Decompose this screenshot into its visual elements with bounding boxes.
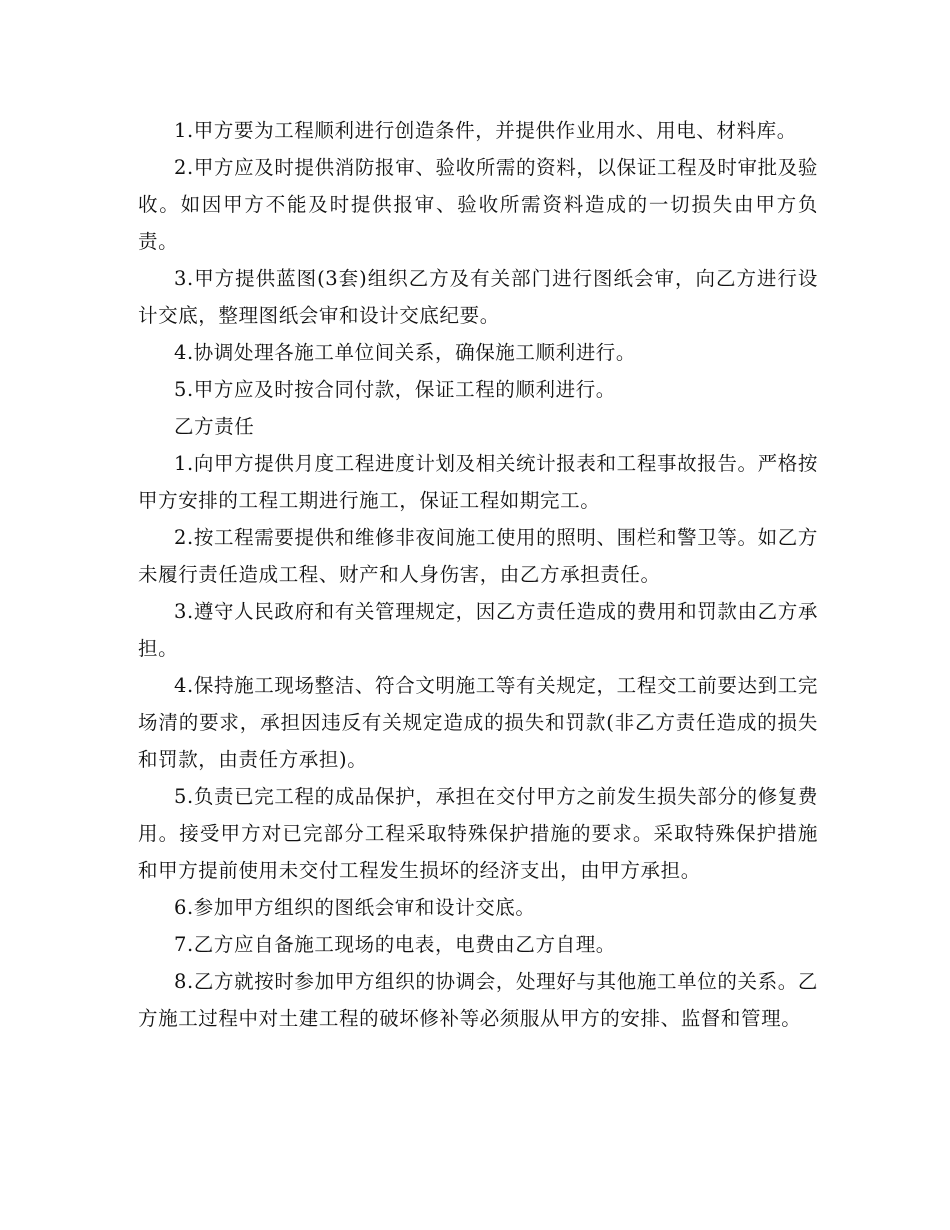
paragraph-party-b-8: 8.乙方就按时参加甲方组织的协调会，处理好与其他施工单位的关系。乙方施工过程中对土建工程的破坏修补等必须服从甲方的安排、监督和管理。 bbox=[138, 970, 818, 1030]
paragraph-party-b-6: 6.参加甲方组织的图纸会审和设计交底。 bbox=[174, 896, 536, 919]
paragraph-party-a-1: 1.甲方要为工程顺利进行创造条件，并提供作业用水、用电、材料库。 bbox=[174, 119, 797, 142]
paragraph-party-b-4: 4.保持施工现场整洁、符合文明施工等有关规定，工程交工前要达到工完场清的要求，承担因违反有关规定造成的损失和罚款(非乙方责任造成的损失和罚款，由责任方承担)。 bbox=[138, 674, 818, 771]
paragraph-party-b-1: 1.向甲方提供月度工程进度计划及相关统计报表和工程事故报告。严格按甲方安排的工程工期进行施工，保证工程如期完工。 bbox=[138, 452, 818, 512]
section-heading-party-b: 乙方责任 bbox=[174, 415, 255, 438]
paragraph-party-b-2: 2.按工程需要提供和维修非夜间施工使用的照明、围栏和警卫等。如乙方未履行责任造成工程、财产和人身伤害，由乙方承担责任。 bbox=[138, 526, 818, 586]
paragraph-party-a-4: 4.协调处理各施工单位间关系，确保施工顺利进行。 bbox=[174, 341, 637, 364]
paragraph-party-b-7: 7.乙方应自备施工现场的电表，电费由乙方自理。 bbox=[174, 933, 616, 956]
paragraph-party-a-3: 3.甲方提供蓝图(3套)组织乙方及有关部门进行图纸会审，向乙方进行设计交底，整理图纸会审和设计交底纪要。 bbox=[138, 267, 818, 327]
paragraph-party-a-5: 5.甲方应及时按合同付款，保证工程的顺利进行。 bbox=[174, 378, 616, 401]
paragraph-party-b-3: 3.遵守人民政府和有关管理规定，因乙方责任造成的费用和罚款由乙方承担。 bbox=[138, 600, 818, 660]
paragraph-party-a-2: 2.甲方应及时提供消防报审、验收所需的资料，以保证工程及时审批及验收。如因甲方不能及时提供报审、验收所需资料造成的一切损失由甲方负责。 bbox=[138, 156, 818, 253]
document-body bbox=[138, 112, 818, 1037]
paragraph-party-b-5: 5.负责已完工程的成品保护，承担在交付甲方之前发生损失部分的修复费用。接受甲方对已完部分工程采取特殊保护措施的要求。采取特殊保护措施和甲方提前使用未交付工程发生损坏的经济支出，由甲方承担。 bbox=[138, 785, 818, 882]
